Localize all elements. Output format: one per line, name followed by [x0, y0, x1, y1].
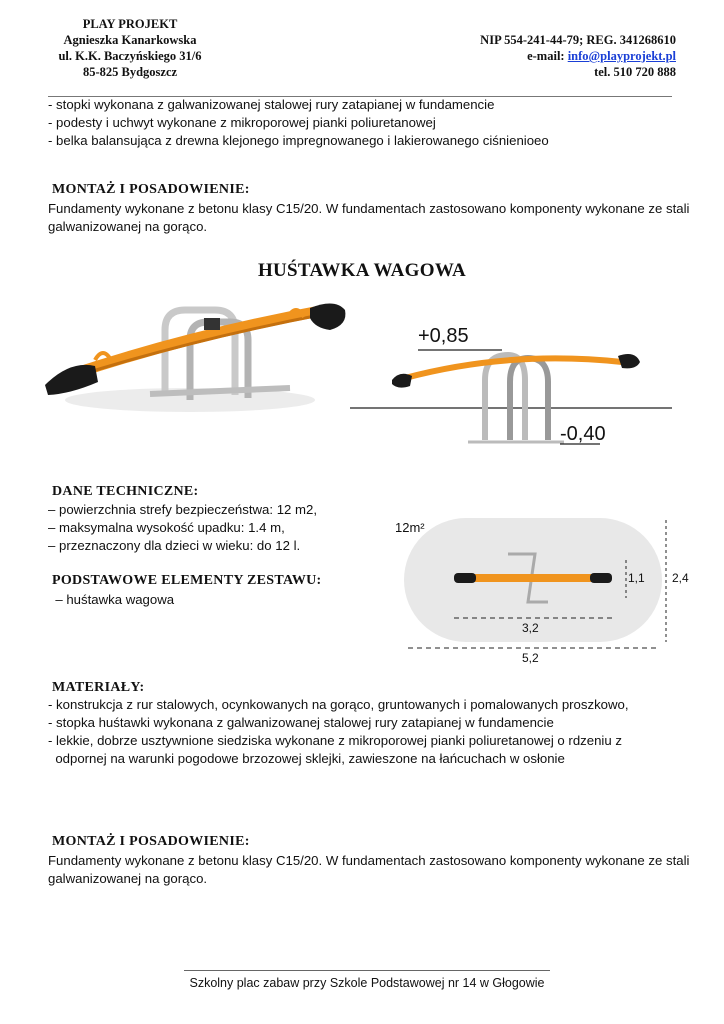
- area-label: 12m²: [395, 520, 425, 535]
- company-name: PLAY PROJEKT: [82, 17, 178, 31]
- email-label: e-mail:: [527, 49, 568, 63]
- city: 85-825 Bydgoszcz: [82, 65, 178, 79]
- top-materials-list: [48, 96, 549, 150]
- company-block: [40, 16, 220, 80]
- materials-heading: MATERIAŁY:: [52, 680, 145, 695]
- outer-length-label: 5,2: [522, 651, 539, 665]
- montaz-text-1: Fundamenty wykonane z betonu klasy C15/20. W fundamentach zastosowano komponenty wykonane ze stali galwanizowanej na gorąco.: [48, 201, 690, 234]
- seesaw-3d-illustration: [40, 290, 360, 420]
- plan-view-drawing: [370, 510, 710, 665]
- tech-list: [48, 501, 317, 555]
- email-link[interactable]: info@playprojekt.pl: [567, 49, 676, 63]
- phone: tel. 510 720 888: [594, 65, 676, 79]
- side-view-drawing: [350, 320, 680, 450]
- list-item: – maksymalna wysokość upadku: 1.4 m,: [48, 520, 285, 535]
- montaz-heading-2: MONTAŻ I POSADOWIENIE:: [52, 834, 250, 849]
- inner-length-label: 3,2: [522, 621, 539, 635]
- list-item: odpornej na warunki pogodowe brzozowej sklejki, zawieszone na łańcuchach w osłonie: [48, 751, 565, 766]
- nip-reg: NIP 554-241-44-79; REG. 341268610: [480, 33, 676, 47]
- elements-list: [48, 591, 174, 609]
- owner-name: Agnieszka Kanarkowska: [63, 33, 197, 47]
- list-item: - stopka huśtawki wykonana z galwanizowanej stalowej rury zatapianej w fundamencie: [48, 715, 554, 730]
- tech-heading: DANE TECHNICZNE:: [52, 484, 199, 499]
- width-label: 1,1: [628, 571, 645, 585]
- montaz-heading-1: MONTAŻ I POSADOWIENIE:: [52, 182, 250, 197]
- list-item: – huśtawka wagowa: [48, 592, 175, 607]
- email-line: [480, 48, 676, 64]
- contact-block: [480, 32, 676, 80]
- street: ul. K.K. Baczyńskiego 31/6: [58, 49, 202, 63]
- footer-divider: [184, 970, 550, 971]
- list-item: - belka balansująca z drewna klejonego impregnowanego i lakierowanego ciśnienioeo: [48, 133, 549, 148]
- height-label: 2,4: [672, 571, 689, 585]
- list-item: – powierzchnia strefy bezpieczeństwa: 12 m2,: [48, 502, 318, 517]
- list-item: - konstrukcja z rur stalowych, ocynkowanych na gorąco, gruntowanych i pomalowanych proszkowo,: [48, 697, 629, 712]
- footer-text: Szkolny plac zabaw przy Szkole Podstawowej nr 14 w Głogowie: [189, 976, 545, 990]
- materials-list: [48, 696, 629, 768]
- list-item: - podesty i uchwyt wykonane z mikroporowej pianki poliuretanowej: [48, 115, 436, 130]
- depth-label: -0,40: [560, 423, 606, 445]
- montaz-text-2: Fundamenty wykonane z betonu klasy C15/20. W fundamentach zastosowano komponenty wykonane ze stali galwanizowanej na gorąco.: [48, 853, 690, 886]
- list-item: - lekkie, dobrze usztywnione siedziska wykonane z mikroporowej pianki poliuretanowej o rdzeniu z: [48, 733, 622, 748]
- list-item: - stopki wykonana z galwanizowanej stalowej rury zatapianej w fundamencie: [48, 97, 495, 112]
- elements-heading: PODSTAWOWE ELEMENTY ZESTAWU:: [52, 573, 322, 588]
- height-label: +0,85: [418, 325, 469, 347]
- list-item: – przeznaczony dla dzieci w wieku: do 12 l.: [48, 538, 301, 553]
- page-title: HUŚTAWKA WAGOWA: [257, 260, 467, 281]
